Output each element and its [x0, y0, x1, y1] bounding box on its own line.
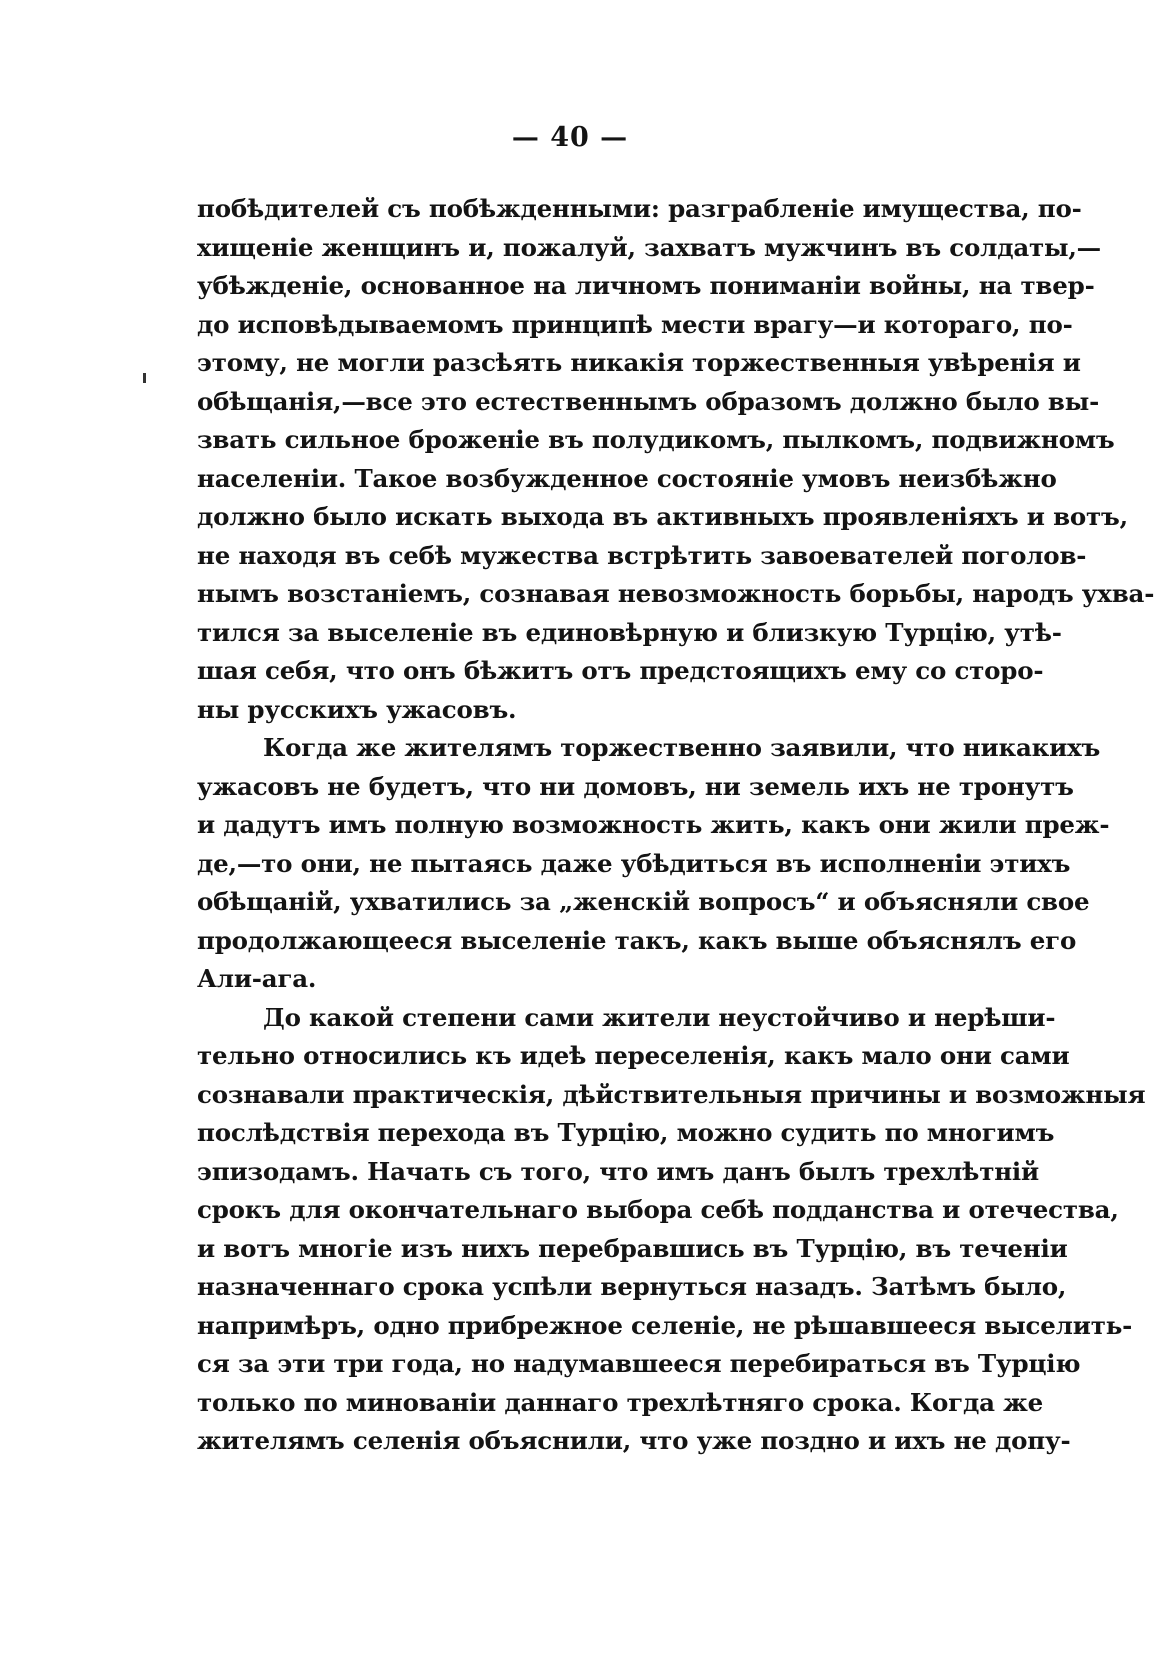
text-line: жителямъ селенія объяснили, что уже поздно и ихъ не допу- — [197, 1426, 1071, 1455]
text-line: эпизодамъ. Начать съ того, что имъ данъ былъ трехлѣтній — [197, 1156, 1040, 1186]
text-line: звать сильное броженіе въ полудикомъ, пылкомъ, подвижномъ — [197, 425, 1115, 454]
text-line: населеніи. Такое возбужденное состояніе умовъ неизбѣжно — [197, 463, 1057, 493]
text-line: шая себя, что онъ бѣжитъ отъ предстоящихъ ему со сторо- — [197, 656, 1044, 685]
margin-mark — [143, 373, 146, 383]
text-line: только по миновaніи даннаго трехлѣтняго срока. Когда же — [197, 1387, 1044, 1417]
text-line: назначеннаго срока успѣли вернуться назадъ. Затѣмъ было, — [197, 1272, 1067, 1301]
text-line: тился за выселеніе въ единовѣрную и близкую Турцію, утѣ- — [197, 617, 1062, 647]
text-line: и вотъ многіе изъ нихъ перебравшись въ Турцію, въ теченіи — [197, 1233, 1068, 1263]
text-line: хищеніе женщинъ и, пожалуй, захватъ мужчинъ въ солдаты,— — [197, 232, 1101, 262]
text-line: срокъ для окончательнаго выбора себѣ подданства и отечества, — [197, 1195, 1119, 1224]
text-line: послѣдствія перехода въ Турцію, можно судить по многимъ — [197, 1118, 1055, 1147]
text-line: обѣщанія,—все это естественнымъ образомъ должно было вы- — [197, 386, 1100, 416]
text-line: нымъ возстаніемъ, сознавая невозможность борьбы, народъ ухва- — [197, 579, 1154, 608]
body-text — [197, 190, 1154, 1461]
text-line: тельно относились къ идеѣ переселенія, какъ мало они сами — [197, 1041, 1070, 1070]
text-line: побѣдителей съ побѣжденными: разграбленіе имущества, по- — [197, 194, 1082, 223]
text-line: и дадутъ имъ полную возможность жить, какъ они жили преж- — [197, 810, 1110, 839]
page-number: — 40 — — [511, 122, 629, 153]
text-line: не находя въ себѣ мужества встрѣтить завоевателей поголов- — [197, 540, 1087, 570]
text-line: напримѣръ, одно прибрежное селеніе, не рѣшавшееся выселить- — [197, 1310, 1133, 1340]
text-line: ся за эти три года, но надумавшееся перебираться въ Турцію — [197, 1349, 1081, 1378]
text-line: должно было искать выхода въ активныхъ проявленіяхъ и вотъ, — [197, 502, 1128, 531]
text-line: сознавали практическія, дѣйствительныя причины и возможныя — [197, 1079, 1146, 1109]
text-line: де,—то они, не пытаясь даже убѣдиться въ исполненіи этихъ — [197, 848, 1071, 878]
text-line: ужасовъ не будетъ, что ни домовъ, ни земель ихъ не тронутъ — [197, 771, 1074, 801]
text-line: продолжающееся выселеніе такъ, какъ выше объяснялъ его — [197, 925, 1077, 955]
text-line: до исповѣдываемомъ принципѣ мести врагу—и котораго, по- — [197, 309, 1073, 339]
text-line: убѣжденіе, основанное на личномъ пониманіи войны, на твер- — [197, 271, 1095, 300]
text-line: Али-ага. — [197, 964, 317, 993]
text-line: ны русскихъ ужасовъ. — [197, 694, 517, 724]
text-line: этому, не могли разсѣять никакія торжественныя увѣренія и — [197, 348, 1081, 377]
paragraph-start-line: До какой степени сами жители неустойчиво и нерѣши- — [263, 1002, 1056, 1032]
paragraph-start-line: Когда же жителямъ торжественно заявили, что никакихъ — [263, 733, 1101, 762]
text-line: обѣщаній, ухватились за „женскій вопросъ“ и объясняли свое — [197, 887, 1090, 916]
